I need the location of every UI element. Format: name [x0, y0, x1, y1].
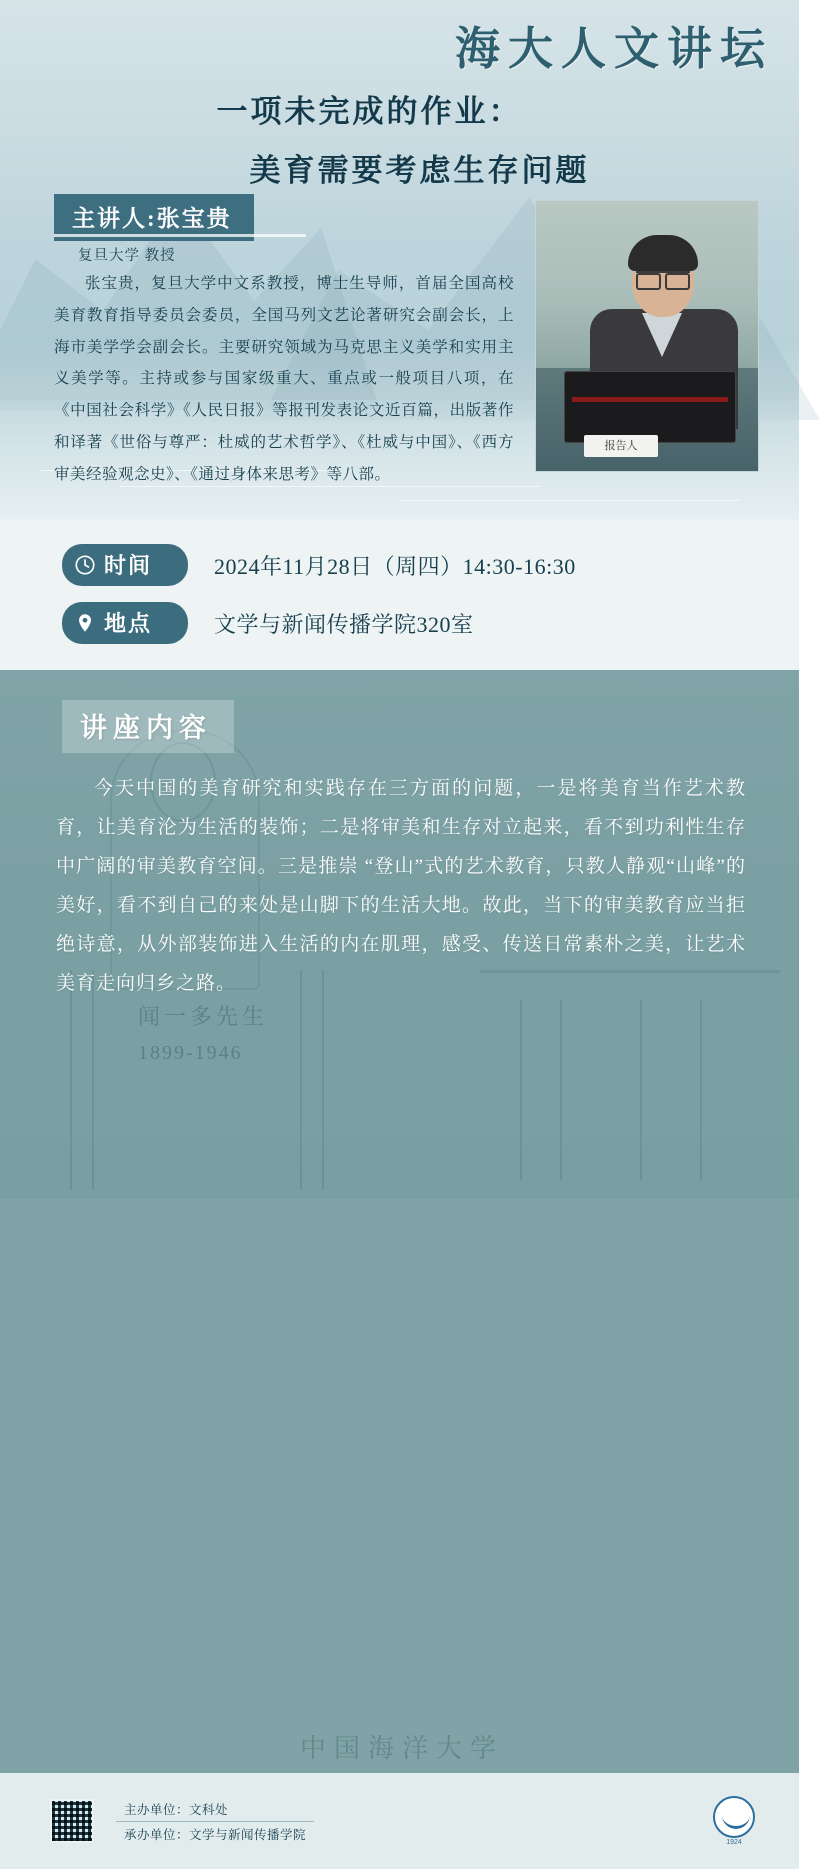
organizer-line: 承办单位：文学与新闻传播学院	[124, 1827, 307, 1842]
place-label: 地点	[104, 611, 153, 636]
content-body: 今天中国的美育研究和实践存在三方面的问题，一是将美育当作艺术教育，让美育沦为生活的装饰；二是将审美和生存对立起来，看不到功利性生存中广阔的审美教育空间。三是推崇 “登山”式的艺术教育，只教人静观“山峰”的美好，看不到自己的来处是山脚下的生活大地。故此，当下的审美教育应当拒绝诗意，从外部装饰进入生活的内在肌理，感受、传送日常素朴之美，让艺术美育走向归乡之路。	[56, 778, 746, 994]
ocean-university-logo	[713, 1796, 755, 1846]
sketch-pillar	[700, 1000, 702, 1180]
time-row	[62, 544, 576, 586]
location-pin-icon	[74, 612, 96, 634]
place-row	[62, 602, 474, 644]
photo-laptop	[564, 371, 736, 443]
speaker-bio: 张宝贵，复旦大学中文系教授，博士生导师，首届全国高校美育教育指导委员会委员，全国马列文艺论著研究会副会长，上海市美学学会副会长。主要研究领域为马克思主义美学和实用主义美学等。主持或参与国家级重大、重点或一般项目八项，在《中国社会科学》《人民日报》等报刊发表论文近百篇，出版著作和译著《世俗与尊严：杜威的艺术哲学》、《杜威与中国》、《西方审美经验观念史》、《通过身体来思考》等八部。	[54, 275, 514, 483]
speaker-tag: 主讲人:张宝贵	[54, 194, 254, 241]
clock-icon	[74, 554, 96, 576]
page-title	[0, 86, 799, 190]
sketch-inscription: 闻一多先生	[138, 1004, 269, 1029]
organizer-box	[116, 1797, 314, 1846]
photo-nameplate: 报告人	[584, 435, 658, 457]
info-section	[0, 520, 799, 670]
logo-year: 1924	[726, 1839, 742, 1846]
wave-line	[400, 500, 740, 501]
footer	[0, 1773, 799, 1869]
photo-laptop-strip	[572, 397, 728, 402]
sketch-pillar	[560, 1000, 562, 1180]
photo-person-glasses	[636, 271, 690, 284]
brand-title: 海大人文讲坛	[454, 24, 773, 74]
qr-code-icon[interactable]	[50, 1799, 94, 1843]
speaker-role: 复旦大学 教授	[78, 248, 176, 264]
content-section	[0, 670, 799, 1869]
page-title-line1: 一项未完成的作业：	[216, 94, 523, 129]
sketch-pillar	[520, 1000, 522, 1180]
sketch-years: 1899-1946	[138, 1042, 243, 1064]
page-title-line2: 美育需要考虑生存问题	[249, 153, 590, 188]
logo-circle-icon	[713, 1796, 755, 1838]
content-heading: 讲座内容	[62, 700, 234, 753]
speaker-photo	[535, 200, 759, 472]
header-section	[0, 0, 799, 520]
place-pill	[62, 602, 188, 644]
time-value: 2024年11月28日（周四）14:30-16:30	[214, 553, 576, 579]
sketch-bottom-title: 中国海洋大学	[300, 1734, 505, 1763]
time-label: 时间	[104, 553, 153, 578]
time-pill	[62, 544, 188, 586]
host-line: 主办单位：文科处	[116, 1797, 314, 1822]
sketch-pillar	[640, 1000, 642, 1180]
place-value: 文学与新闻传播学院320室	[214, 611, 474, 637]
speaker-tag-underline	[54, 234, 306, 237]
